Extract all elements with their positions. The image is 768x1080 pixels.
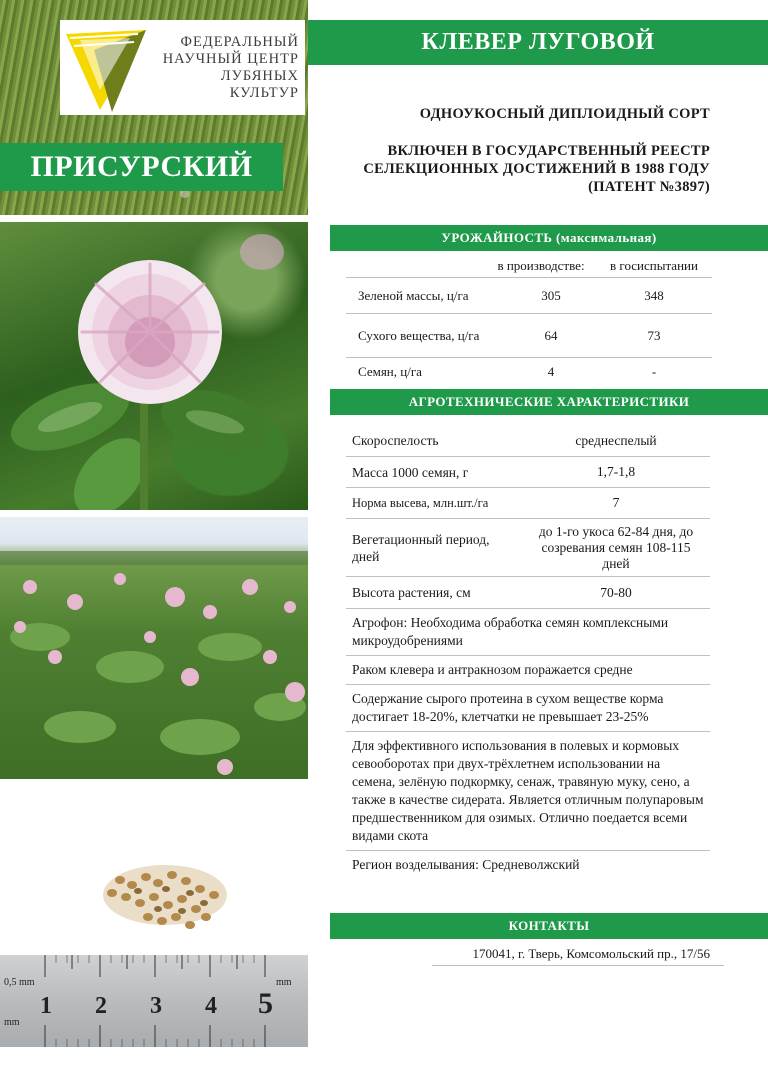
logo-line-1: ФЕДЕРАЛЬНЫЙ [180, 33, 299, 50]
table-row [346, 457, 710, 488]
yield-col-production: в производстве: [497, 258, 585, 273]
register-line-3: (ПАТЕНТ №3897) [588, 179, 710, 195]
institution-logo [60, 20, 305, 115]
table-row [346, 277, 712, 313]
yield-row-test: 73 [647, 327, 661, 343]
register-line-1: ВКЛЮЧЕН В ГОСУДАРСТВЕННЫЙ РЕЕСТР [387, 143, 710, 159]
agro-section-header: АГРОТЕХНИЧЕСКИЕ ХАРАКТЕРИСТИКИ [330, 389, 768, 415]
contact-address: 170041, г. Тверь, Комсомольский пр., 17/56 [432, 942, 724, 966]
yield-row-label: Семян, ц/га [358, 363, 422, 379]
height-label: Высота растения, см [352, 585, 471, 600]
protein-note: Содержание сырого протеина в сухом веществе корма достигает 18-20%, клетчатки не превышает 23-25% [346, 685, 710, 732]
ruler-number-3: 3 [150, 993, 162, 1019]
yield-row-prod: 305 [541, 287, 561, 303]
yield-table [346, 255, 712, 385]
table-row [346, 577, 710, 609]
disease-note: Раком клевера и антракнозом поражается средне [346, 656, 710, 685]
left-image-column [0, 0, 308, 1080]
ruler-number-4: 4 [205, 993, 217, 1019]
yield-row-test: - [651, 363, 657, 379]
ruler-number-5: 5 [258, 987, 273, 1020]
seed-mass-value: 1,7-1,8 [596, 464, 636, 479]
yield-row-label: Сухого вещества, ц/га [358, 327, 480, 343]
register-line-2: СЕЛЕКЦИОННЫХ ДОСТИЖЕНИЙ В 1988 ГОДУ [363, 161, 710, 177]
height-value: 70-80 [600, 584, 632, 600]
region-note: Регион возделывания: Средневолжский [352, 857, 580, 872]
variety-type-subtitle: ОДНОУКОСНЫЙ ДИПЛОИДНЫЙ СОРТ [419, 106, 710, 122]
maturity-value: среднеспелый [575, 432, 657, 448]
table-row [346, 313, 712, 357]
ruler-unit-right: mm [276, 977, 292, 988]
yield-table-header [346, 255, 712, 277]
usage-note: Для эффективного использования в полевых и кормовых севооборотах при двух-трёхлетнем использовании на семена, зелёную подкормку, сенаж, травяную муку, сено, а также в качестве сидерата. Является отличным полупаровым предшественником для озимых. Отлично поедается всеми видами скота [346, 732, 710, 851]
ruler-unit-top: 0,5 mm [4, 977, 35, 988]
table-row [346, 519, 710, 577]
yield-row-label: Зеленой массы, ц/га [358, 287, 469, 303]
yield-col-state-test: в госиспытании [610, 258, 698, 273]
seed-mass-label: Масса 1000 семян, г [352, 464, 469, 480]
yield-section-header: УРОЖАЙНОСТЬ (максимальная) [330, 225, 768, 251]
vegetation-label: Вегетационный период, дней [352, 531, 490, 564]
ruler-number-2: 2 [95, 993, 107, 1019]
header-grass-photo [0, 0, 308, 215]
table-row [346, 357, 712, 385]
logo-emblem-icon [60, 20, 152, 115]
table-row [346, 488, 710, 519]
seeding-rate-value: 7 [612, 495, 620, 510]
clover-field-photo [0, 517, 308, 779]
clover-flower-photo [0, 222, 308, 510]
measuring-ruler [0, 955, 308, 1047]
logo-line-2: НАУЧНЫЙ ЦЕНТР [162, 50, 299, 67]
vegetation-value: до 1-го укоса 62-84 дня, до созревания семян 108-115 дней [538, 523, 694, 571]
contacts-section-header: КОНТАКТЫ [330, 913, 768, 939]
ruler-number-1: 1 [40, 993, 52, 1019]
logo-text [152, 34, 305, 102]
table-row [346, 425, 710, 457]
seeding-rate-label: Норма высева, млн.шт./га [352, 495, 489, 510]
crop-title-banner: КЛЕВЕР ЛУГОВОЙ [308, 20, 768, 65]
agrofon-note: Агрофон: Необходима обработка семян комплексными микроудобрениями [346, 609, 710, 656]
agro-table [346, 425, 710, 879]
maturity-label: Скороспелость [352, 433, 439, 448]
ruler-unit-bottom: mm [4, 1017, 20, 1028]
yield-row-prod: 64 [544, 327, 558, 343]
logo-line-3: ЛУБЯНЫХ КУЛЬТУР [220, 67, 299, 101]
state-register-note [363, 142, 710, 196]
yield-row-test: 348 [644, 287, 664, 303]
yield-row-prod: 4 [547, 363, 555, 379]
variety-name-banner: ПРИСУРСКИЙ [0, 143, 283, 191]
